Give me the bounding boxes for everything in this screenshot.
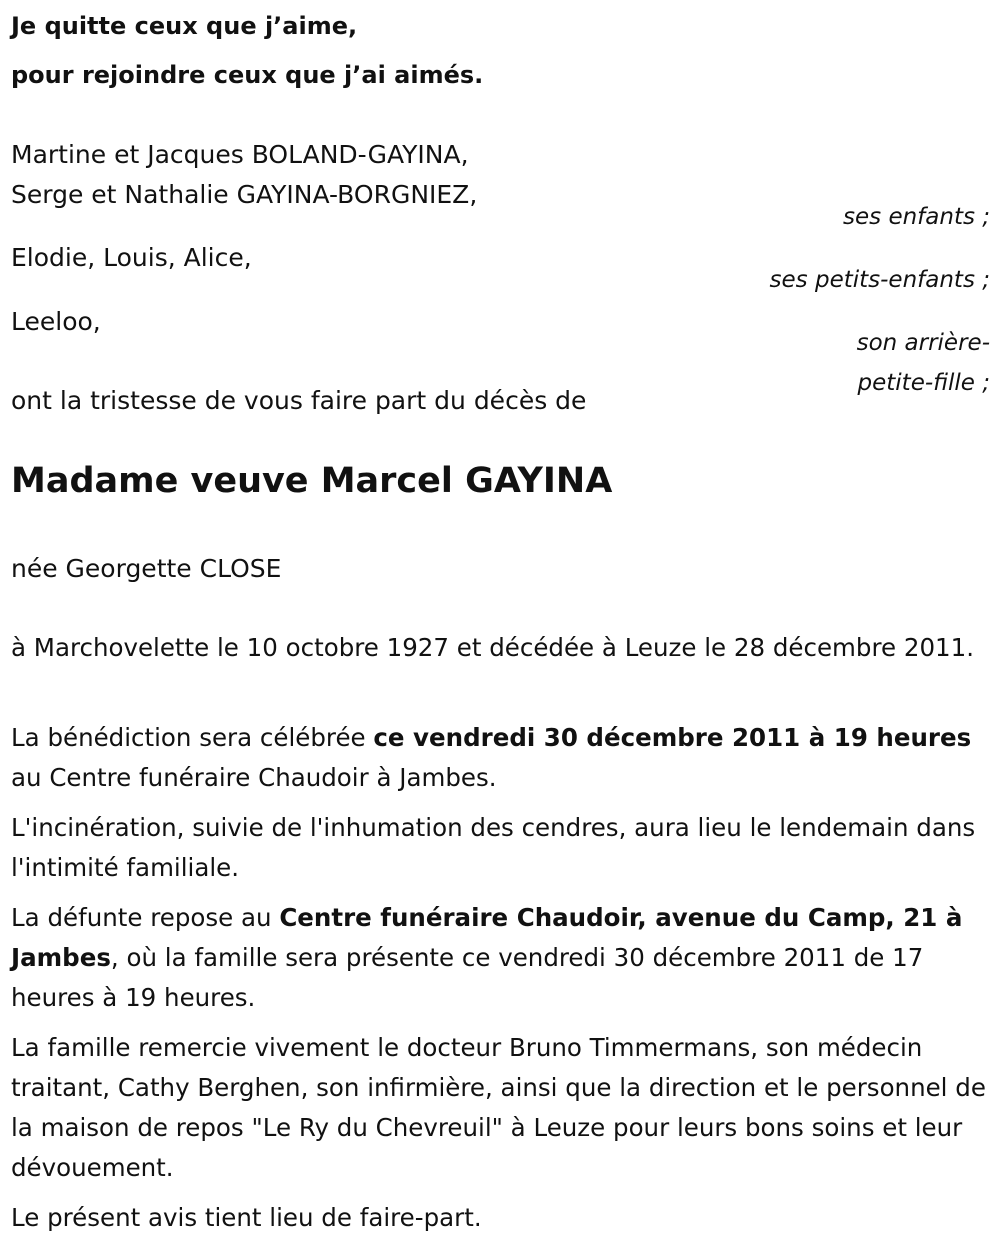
repose-suffix: , où la famille sera présente ce vendredi 30 décembre 2011 de 17 heures à 19 heures. (11, 943, 924, 1012)
great-grandchild-name: Leeloo, (11, 307, 101, 336)
great-grandchild-relation-line-2: petite-fille ; (857, 370, 990, 396)
deceased-name: Madame veuve Marcel GAYINA (11, 461, 613, 501)
grandchildren-relation: ses petits-enfants ; (769, 267, 990, 293)
children-line-1: Martine et Jacques BOLAND-GAYINA, (11, 140, 469, 169)
blessing-prefix: La bénédiction sera célébrée (11, 723, 374, 752)
blessing-paragraph (11, 718, 986, 798)
repose-prefix: La défunte repose au (11, 903, 280, 932)
birth-death-paragraph: à Marchovelette le 10 octobre 1927 et décédée à Leuze le 28 décembre 2011. (11, 633, 974, 662)
cremation-paragraph: L'incinération, suivie de l'inhumation des cendres, aura lieu le lendemain dans l'intimité familiale. (11, 813, 976, 882)
epigraph-line-1: Je quitte ceux que j’aime, (11, 12, 358, 40)
announcement-text: ont la tristesse de vous faire part du décès de (11, 386, 587, 415)
great-grandchild-relation-line-1: son arrière- (856, 330, 990, 356)
epigraph-line-2: pour rejoindre ceux que j’ai aimés. (11, 61, 484, 89)
deceased-birth-name: née Georgette CLOSE (11, 554, 282, 583)
children-line-2: Serge et Nathalie GAYINA-BORGNIEZ, (11, 180, 478, 209)
children-relation: ses enfants ; (843, 204, 990, 230)
blessing-date: ce vendredi 30 décembre 2011 à 19 heures (373, 723, 972, 752)
thanks-paragraph: La famille remercie vivement le docteur Bruno Timmermans, son médecin traitant, Cathy Berghen, son infirmière, ainsi que la direction et le personnel de la maison de repos "Le Ry du Chevreuil" à Leuze pour leurs bons soins et leur dévouement. (11, 1033, 986, 1182)
blessing-suffix: au Centre funéraire Chaudoir à Jambes. (11, 763, 497, 792)
notice-paragraph: Le présent avis tient lieu de faire-part. (11, 1203, 482, 1232)
repose-paragraph (11, 898, 986, 1018)
grandchildren-names: Elodie, Louis, Alice, (11, 243, 252, 272)
repose-location: Centre funéraire Chaudoir, avenue du Camp, 21 à Jambes (11, 903, 963, 972)
